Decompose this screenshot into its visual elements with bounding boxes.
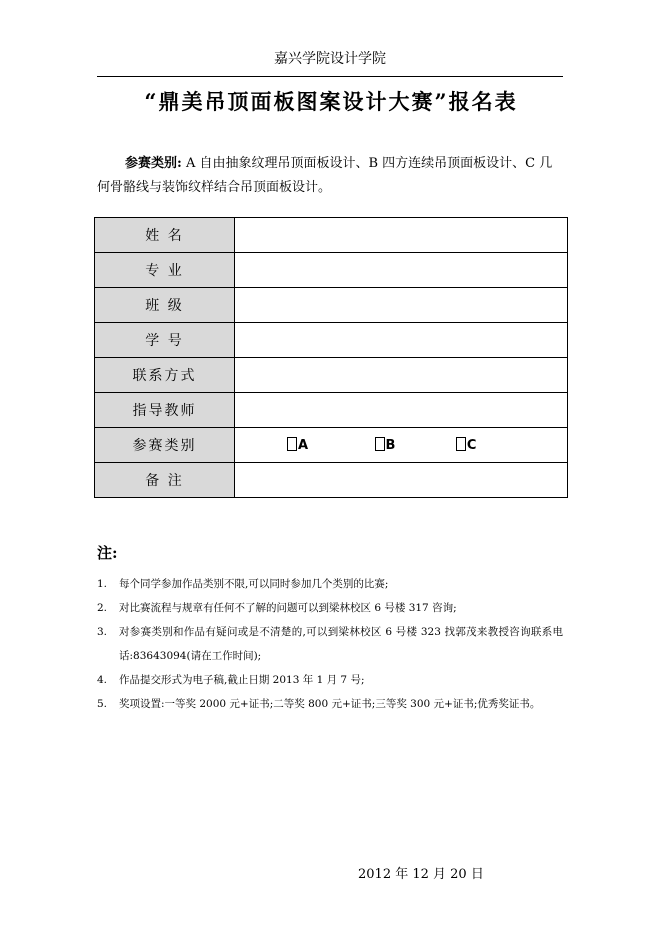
list-item	[97, 596, 563, 620]
note-number: 2.	[97, 602, 108, 614]
note-number: 3.	[97, 626, 108, 638]
table-row	[95, 358, 568, 393]
advisor-field[interactable]	[235, 393, 568, 428]
category-description	[97, 152, 563, 200]
checkbox-icon	[456, 437, 466, 451]
table-row	[95, 218, 568, 253]
document-date: 2012 年 12 月 20 日	[358, 867, 484, 882]
note-text: 每个同学参加作品类别不限,可以同时参加几个类别的比赛;	[119, 578, 389, 590]
table-row	[95, 393, 568, 428]
list-item	[97, 620, 563, 668]
category-options	[235, 428, 568, 463]
note-number: 4.	[97, 674, 108, 686]
student-id-field[interactable]	[235, 323, 568, 358]
table-row	[95, 428, 568, 463]
option-a-label: A	[298, 438, 309, 453]
option-b-label: B	[385, 438, 396, 453]
category-text: A 自由抽象纹理吊顶面板设计、B 四方连续吊顶面板设计、C 几何骨骼线与装饰纹样结合吊顶面板设计。	[97, 156, 553, 195]
name-label: 姓 名	[95, 218, 235, 253]
option-c-label: C	[466, 438, 477, 453]
notes-list	[97, 572, 563, 716]
list-item	[97, 668, 563, 692]
note-number: 1.	[97, 578, 108, 590]
contact-label: 联系方式	[95, 358, 235, 393]
list-item	[97, 692, 563, 716]
major-label: 专 业	[95, 253, 235, 288]
list-item	[97, 572, 563, 596]
form-title: “鼎美吊顶面板图案设计大赛”报名表	[144, 89, 518, 114]
note-text: 对比赛流程与规章有任何不了解的问题可以到梁林校区 6 号楼 317 咨询;	[119, 602, 457, 614]
option-b-checkbox[interactable]	[375, 437, 396, 453]
checkbox-icon	[287, 437, 297, 451]
table-row	[95, 323, 568, 358]
note-text: 对参赛类别和作品有疑问或是不清楚的,可以到梁林校区 6 号楼 323 找郭茂来教授咨询联系电话:83643094(请在工作时间);	[119, 626, 563, 662]
student-id-label: 学 号	[95, 323, 235, 358]
note-text: 奖项设置:一等奖 2000 元+证书;二等奖 800 元+证书;三等奖 300 元+证书;优秀奖证书。	[119, 698, 541, 710]
table-row	[95, 463, 568, 498]
contact-field[interactable]	[235, 358, 568, 393]
class-field[interactable]	[235, 288, 568, 323]
class-label: 班 级	[95, 288, 235, 323]
advisor-label: 指导教师	[95, 393, 235, 428]
name-field[interactable]	[235, 218, 568, 253]
notes-title: 注:	[97, 544, 118, 562]
category-label: 参赛类别:	[125, 156, 182, 171]
table-row	[95, 288, 568, 323]
remarks-field[interactable]	[235, 463, 568, 498]
option-c-checkbox[interactable]	[456, 437, 477, 453]
table-row	[95, 253, 568, 288]
note-number: 5.	[97, 698, 108, 710]
major-field[interactable]	[235, 253, 568, 288]
remarks-label: 备 注	[95, 463, 235, 498]
option-a-checkbox[interactable]	[287, 437, 308, 453]
document-header: 嘉兴学院设计学院	[97, 48, 563, 77]
category-row-label: 参赛类别	[95, 428, 235, 463]
checkbox-icon	[375, 437, 385, 451]
registration-table	[94, 217, 568, 498]
note-text: 作品提交形式为电子稿,截止日期 2013 年 1 月 7 号;	[119, 674, 365, 686]
